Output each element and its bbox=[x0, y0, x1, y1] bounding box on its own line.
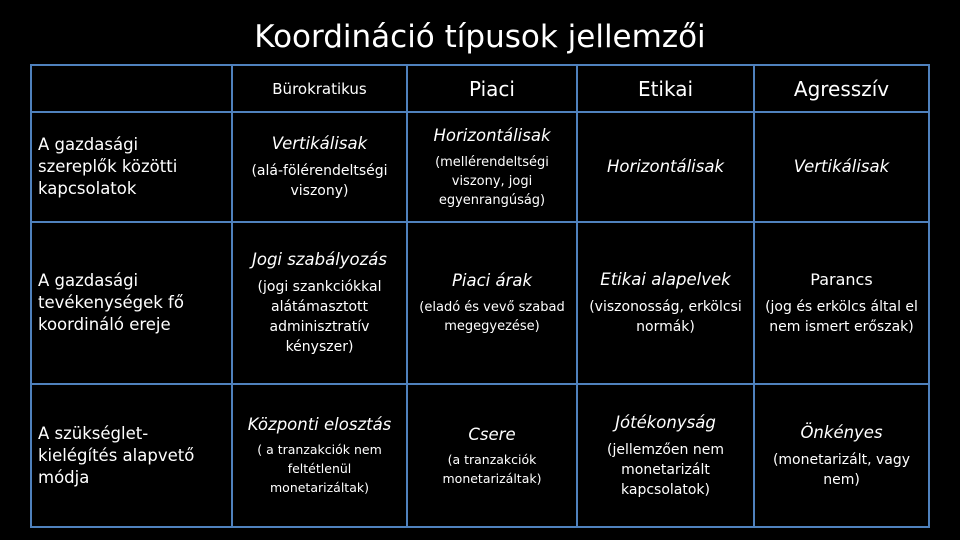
cell-sub-text: (alá-fölérendeltségi viszony) bbox=[251, 163, 388, 199]
cell-main-text: Horizontálisak bbox=[433, 125, 551, 145]
table-cell bbox=[755, 113, 928, 221]
cell-main-text: Jótékonyság bbox=[615, 412, 716, 432]
column-header-agressziv: Agresszív bbox=[793, 76, 890, 101]
row-header-koordinalo-ero: A gazdasági tevékenységek fő koordináló ereje bbox=[38, 271, 184, 334]
table-cell bbox=[408, 385, 576, 526]
cell-main-text: Központi elosztás bbox=[247, 415, 392, 434]
table-cell bbox=[578, 385, 753, 526]
table-cell bbox=[233, 385, 406, 526]
grid-line bbox=[30, 526, 930, 528]
row-header-kapcsolatok: A gazdasági szereplők közötti kapcsolatok bbox=[38, 135, 178, 198]
cell-sub-text: (mellérendeltségi viszony, jogi egyenrangúság) bbox=[435, 154, 549, 208]
cell-main-text: Horizontálisak bbox=[606, 157, 725, 176]
slide-title: Koordináció típusok jellemzői bbox=[254, 19, 706, 55]
table-cell bbox=[755, 223, 928, 383]
row-header-szukseglet-kielegites: A szükséglet-kielégítés alapvető módja bbox=[38, 423, 195, 487]
cell-sub-text: ( a tranzakciók nem feltétlenül monetarizáltak) bbox=[257, 442, 382, 495]
column-header-etikai: Etikai bbox=[637, 76, 694, 101]
cell-main-text: Önkényes bbox=[800, 422, 883, 442]
column-header-burokratikus: Bürokratikus bbox=[272, 79, 367, 98]
cell-sub-text: (a tranzakciók monetarizáltak) bbox=[442, 451, 542, 486]
table-cell bbox=[408, 113, 576, 221]
table-cell bbox=[755, 385, 928, 526]
cell-sub-text: (eladó és vevő szabad megegyezése) bbox=[419, 300, 565, 334]
cell-sub-text: (jogi szankciókkal alátámasztott adminisztratív kényszer) bbox=[257, 279, 382, 355]
cell-sub-text: (jellemzően nem monetarizált kapcsolatok) bbox=[607, 441, 724, 498]
table-cell bbox=[578, 113, 753, 221]
grid-line bbox=[928, 64, 930, 528]
table-cell bbox=[233, 113, 406, 221]
cell-main-text: Vertikálisak bbox=[793, 157, 890, 176]
cell-main-text: Piaci árak bbox=[451, 271, 533, 290]
cell-main-text: Csere bbox=[468, 424, 516, 444]
coordination-table bbox=[30, 64, 930, 528]
table-cell bbox=[578, 223, 753, 383]
cell-sub-text: (jog és erkölcs által el nem ismert erőszak) bbox=[765, 299, 918, 335]
cell-main-text: Etikai alapelvek bbox=[600, 270, 731, 289]
column-header-piaci: Piaci bbox=[469, 76, 515, 101]
table-cell bbox=[408, 223, 576, 383]
cell-sub-text: (monetarizált, vagy nem) bbox=[772, 451, 911, 488]
cell-sub-text: (viszonosság, erkölcsi normák) bbox=[589, 299, 742, 335]
table-cell bbox=[233, 223, 406, 383]
cell-main-text: Parancs bbox=[810, 270, 873, 289]
cell-main-text: Jogi szabályozás bbox=[251, 250, 388, 269]
cell-main-text: Vertikálisak bbox=[271, 134, 368, 153]
